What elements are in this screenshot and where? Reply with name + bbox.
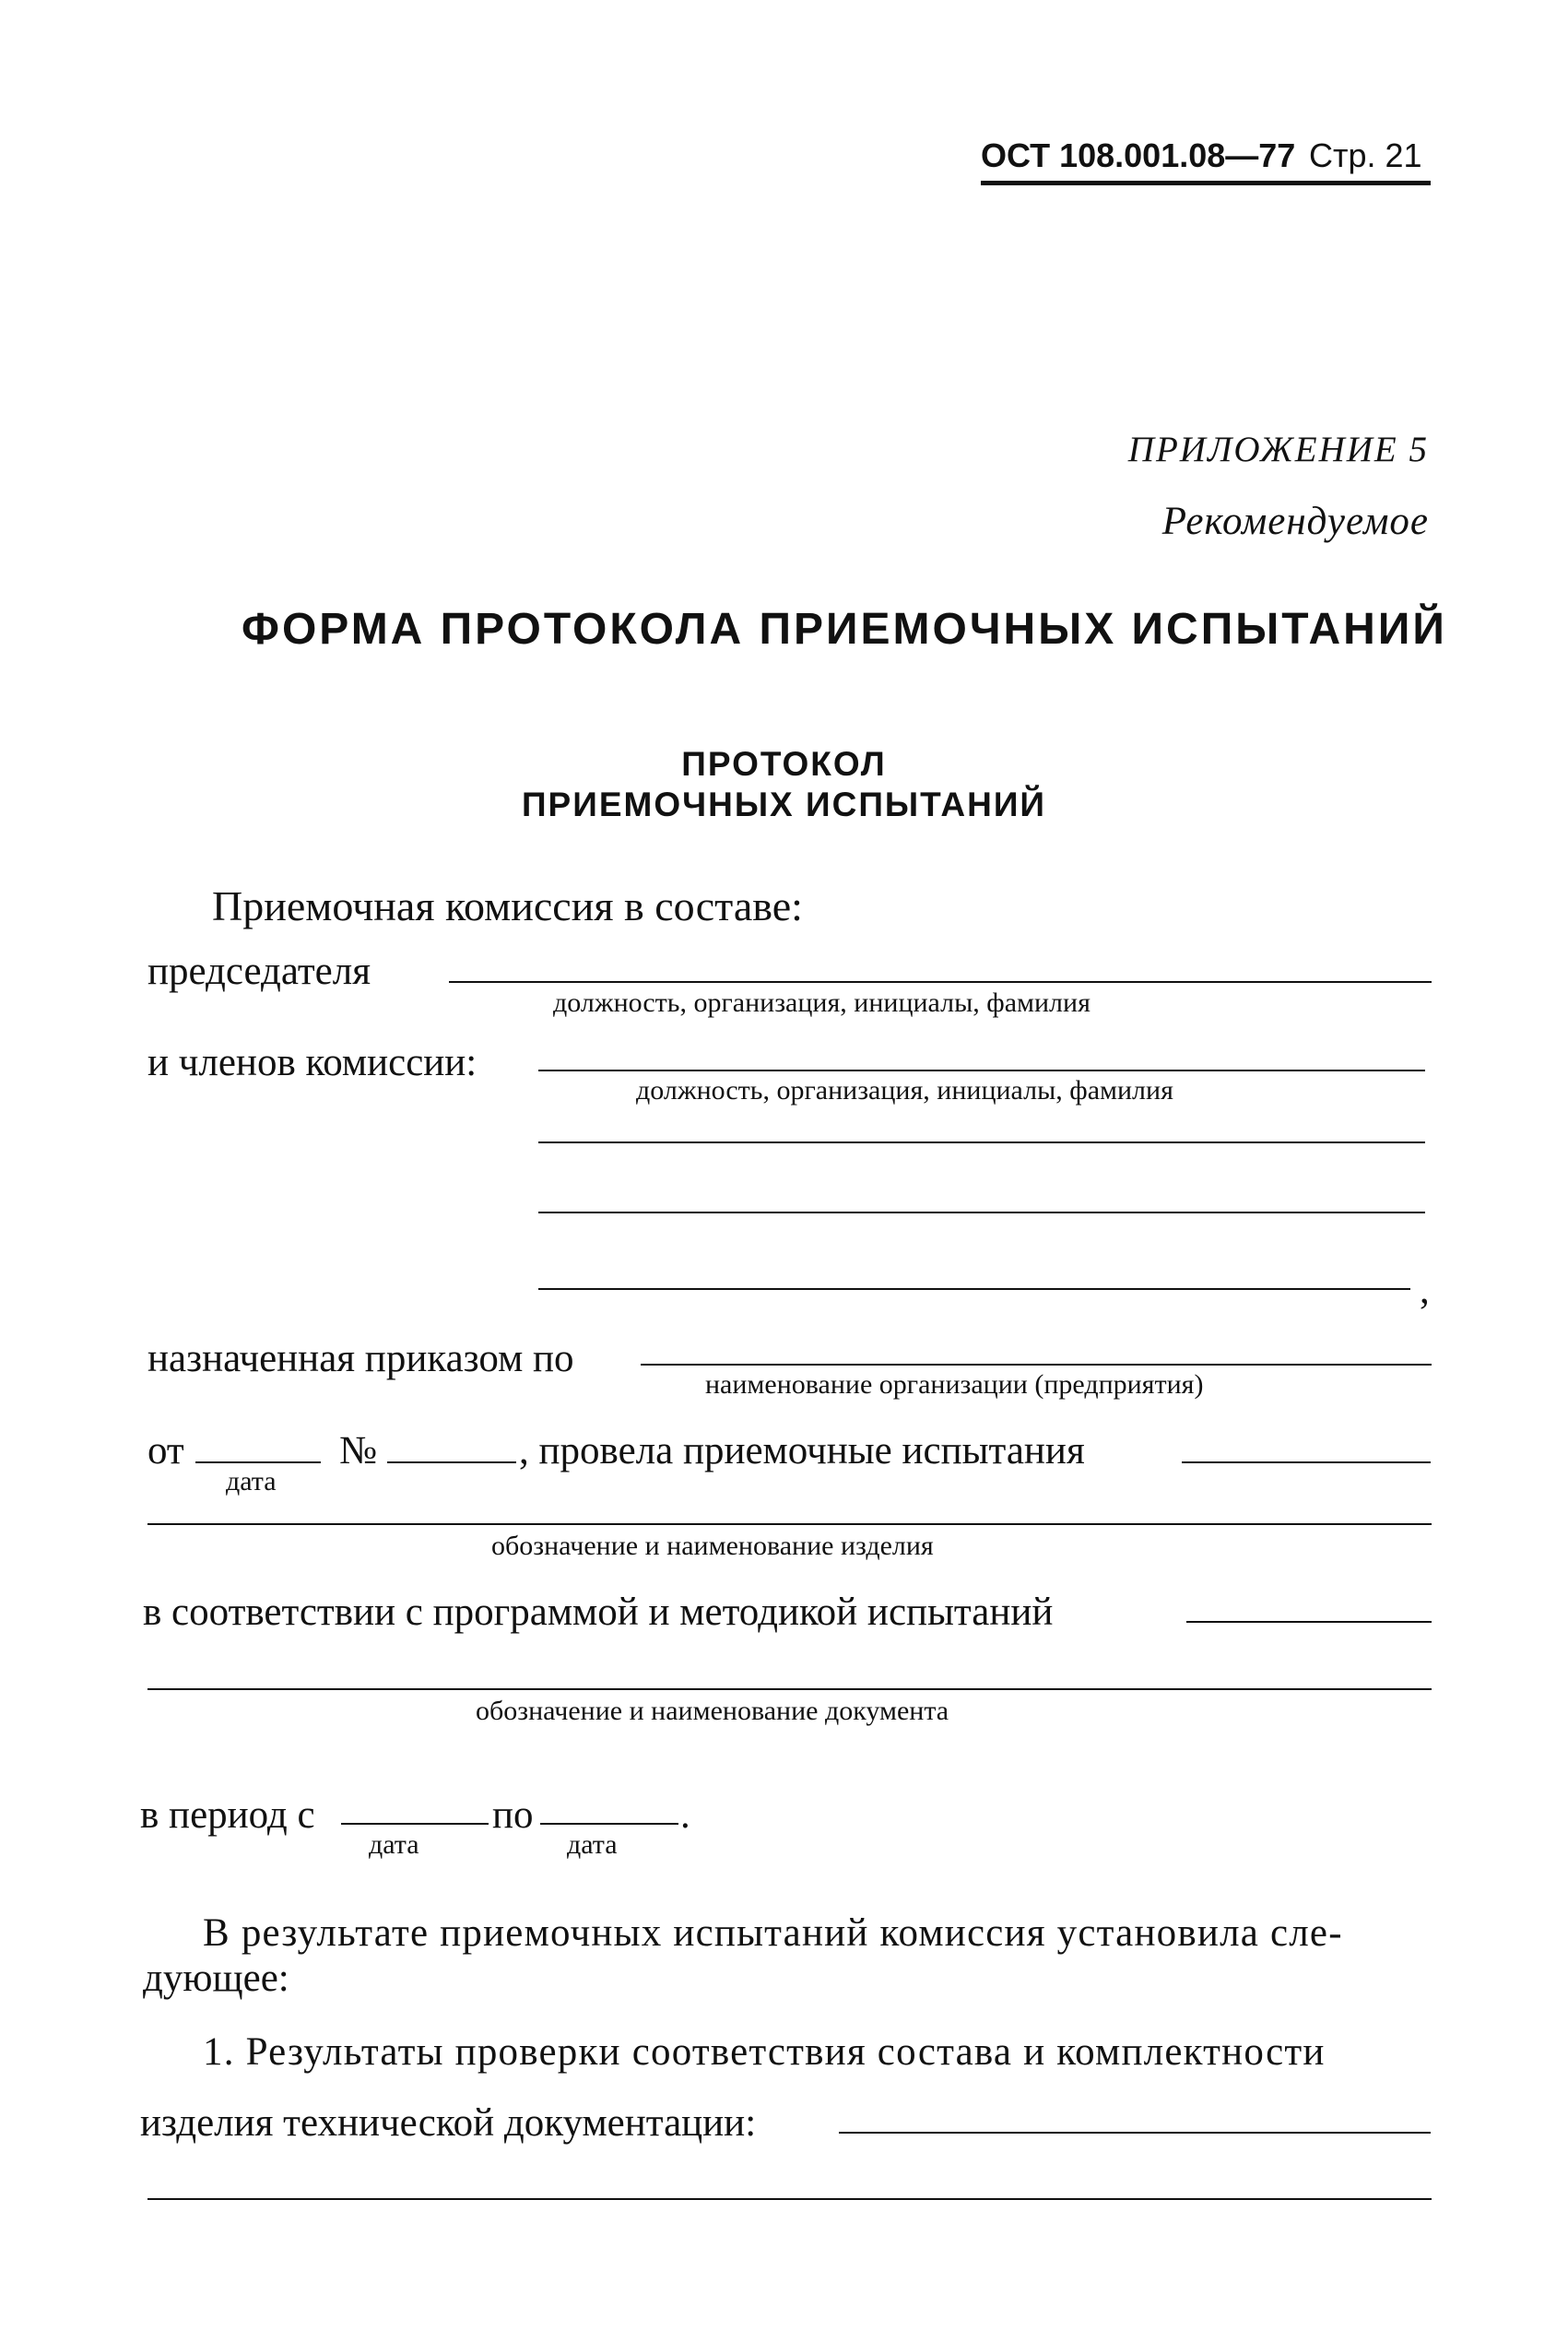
- results-item1-2: изделия технической документации:: [140, 2101, 757, 2145]
- protocol-title-2: ПРИЕМОЧНЫХ ИСПЫТАНИЙ: [521, 786, 1047, 823]
- document-caption: обозначение и наименование документа: [476, 1696, 949, 1726]
- members-end-comma: ,: [1420, 1269, 1430, 1312]
- period-end-dot: .: [680, 1793, 690, 1837]
- composition-field-1[interactable]: [839, 2132, 1431, 2134]
- from-label: от: [147, 1429, 184, 1473]
- results-intro-1: В результате приемочных испытаний комиссия установила сле-: [203, 1911, 1343, 1955]
- header-page-label: Стр. 21: [1309, 136, 1422, 174]
- appendix-number: ПРИЛОЖЕНИЕ 5: [1127, 430, 1429, 469]
- members-caption: должность, организация, инициалы, фамилия: [636, 1075, 1173, 1106]
- product-caption: обозначение и наименование изделия: [491, 1531, 934, 1561]
- results-intro-2: дующее:: [143, 1957, 289, 2000]
- period-label: в период с: [140, 1793, 315, 1837]
- chairman-label: председателя: [147, 950, 371, 993]
- members-label: и членов комиссии:: [147, 1041, 477, 1084]
- results-item1-1: 1. Результаты проверки соответствия состава и комплектности: [203, 2030, 1326, 2074]
- members-field-1[interactable]: [538, 1070, 1425, 1071]
- number-label: №: [339, 1429, 378, 1473]
- period-end-field[interactable]: [540, 1823, 678, 1825]
- period-to-label: по: [492, 1793, 534, 1837]
- order-date-caption: дата: [226, 1466, 277, 1496]
- product-field-1[interactable]: [1182, 1461, 1431, 1463]
- order-label: назначенная приказом по: [147, 1337, 574, 1380]
- protocol-title-1: ПРОТОКОЛ: [681, 745, 887, 783]
- chairman-caption: должность, организация, инициалы, фамилия: [553, 988, 1091, 1018]
- commission-intro: Приемочная комиссия в составе:: [212, 882, 803, 929]
- tests-label: , провела приемочные испытания: [519, 1429, 1085, 1473]
- program-field-1[interactable]: [1186, 1621, 1432, 1623]
- order-date-field[interactable]: [195, 1461, 321, 1463]
- header-doc-code: ОСТ 108.001.08—77: [981, 136, 1296, 174]
- appendix-status: Рекомендуемое: [1161, 500, 1429, 543]
- members-field-4[interactable]: [538, 1288, 1410, 1290]
- chairman-field[interactable]: [449, 981, 1432, 983]
- order-field[interactable]: [641, 1364, 1432, 1366]
- order-number-field[interactable]: [387, 1461, 516, 1463]
- program-field-2[interactable]: [147, 1688, 1432, 1690]
- program-label: в соответствии с программой и методикой испытаний: [143, 1591, 1054, 1634]
- period-start-field[interactable]: [341, 1823, 489, 1825]
- product-field-2[interactable]: [147, 1523, 1432, 1525]
- composition-field-2[interactable]: [147, 2198, 1432, 2200]
- page-title: ФОРМА ПРОТОКОЛА ПРИЕМОЧНЫХ ИСПЫТАНИЙ: [242, 605, 1447, 654]
- members-field-2[interactable]: [538, 1141, 1425, 1143]
- header-rule: [981, 181, 1431, 185]
- members-field-3[interactable]: [538, 1212, 1425, 1213]
- period-end-caption: дата: [567, 1829, 618, 1860]
- period-start-caption: дата: [369, 1829, 419, 1860]
- order-caption: наименование организации (предприятия): [705, 1369, 1204, 1400]
